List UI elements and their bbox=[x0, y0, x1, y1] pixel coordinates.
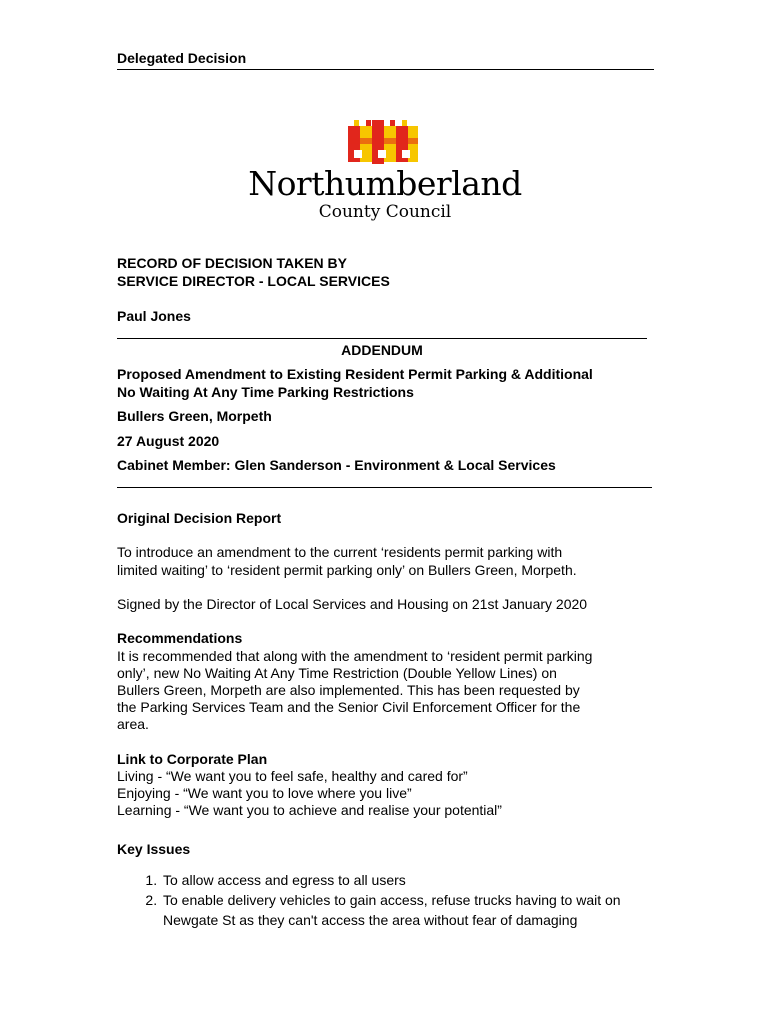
officer-name: Paul Jones bbox=[117, 308, 191, 324]
decision-title-line1: Proposed Amendment to Existing Resident Permit Parking & Additional bbox=[117, 366, 593, 382]
council-crest-icon bbox=[348, 120, 420, 164]
original-report-text-line1: To introduce an amendment to the current ‘residents permit parking with bbox=[117, 544, 563, 560]
recommendations-line: the Parking Services Team and the Senior Civil Enforcement Officer for the bbox=[117, 699, 581, 715]
decision-location: Bullers Green, Morpeth bbox=[117, 408, 272, 424]
cabinet-member: Cabinet Member: Glen Sanderson - Environment & Local Services bbox=[117, 457, 556, 473]
corporate-plan-heading: Link to Corporate Plan bbox=[117, 751, 268, 767]
decision-title-line2: No Waiting At Any Time Parking Restrictions bbox=[117, 384, 414, 400]
recommendations-heading: Recommendations bbox=[117, 630, 243, 646]
corporate-plan-item: Living - “We want you to feel safe, healthy and cared for” bbox=[117, 768, 468, 784]
record-heading-line1: RECORD OF DECISION TAKEN BY bbox=[117, 255, 347, 271]
section-divider bbox=[117, 487, 652, 488]
recommendations-line: only’, new No Waiting At Any Time Restriction (Double Yellow Lines) on bbox=[117, 665, 557, 681]
council-logo bbox=[244, 118, 534, 228]
corporate-plan-item: Learning - “We want you to achieve and realise your potential” bbox=[117, 802, 502, 818]
council-logo-subname: County Council bbox=[318, 202, 452, 222]
key-issues-heading: Key Issues bbox=[117, 841, 191, 857]
key-issues-list bbox=[117, 870, 701, 930]
list-item: 1. To allow access and egress to all users bbox=[161, 870, 701, 890]
original-report-heading: Original Decision Report bbox=[117, 510, 282, 526]
addendum-heading: ADDENDUM bbox=[341, 342, 423, 358]
recommendations-line: It is recommended that along with the amendment to ‘resident permit parking bbox=[117, 648, 593, 664]
recommendations-line: area. bbox=[117, 716, 149, 732]
original-report-text-line2: limited waiting’ to ‘resident permit parking only’ on Bullers Green, Morpeth. bbox=[117, 562, 577, 578]
decision-date: 27 August 2020 bbox=[117, 433, 220, 449]
officer-divider bbox=[117, 338, 647, 339]
record-heading-line2: SERVICE DIRECTOR - LOCAL SERVICES bbox=[117, 273, 390, 289]
document-type-label: Delegated Decision bbox=[117, 50, 247, 66]
recommendations-line: Bullers Green, Morpeth are also implemented. This has been requested by bbox=[117, 682, 580, 698]
header-divider bbox=[117, 69, 654, 70]
corporate-plan-item: Enjoying - “We want you to love where you live” bbox=[117, 785, 412, 801]
list-item: 2. To enable delivery vehicles to gain access, refuse trucks having to wait on Newgate St as they can't access the area without fear of damaging bbox=[161, 890, 701, 930]
signed-statement: Signed by the Director of Local Services and Housing on 21st January 2020 bbox=[117, 596, 588, 612]
council-logo-name: Northumberland bbox=[248, 164, 522, 203]
